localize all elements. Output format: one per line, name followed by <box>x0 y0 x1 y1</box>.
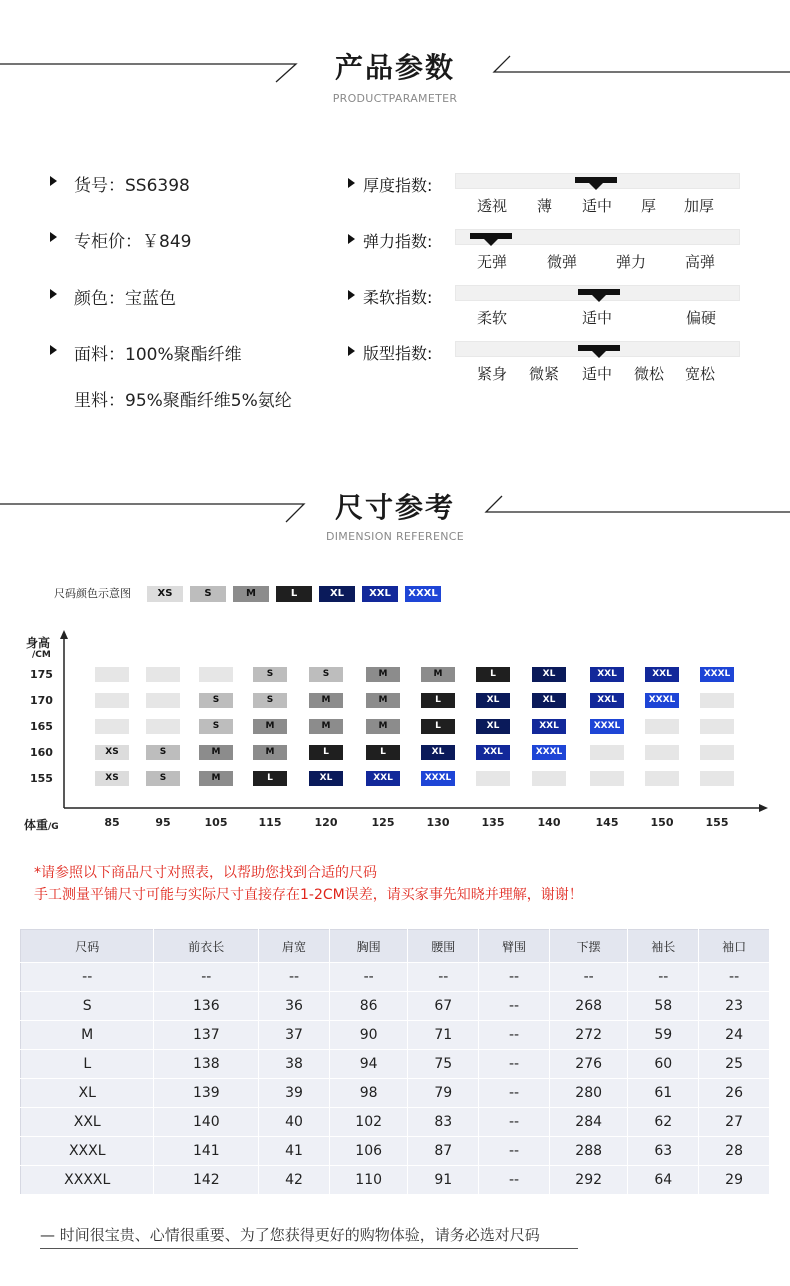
empty-cell <box>146 719 180 734</box>
scale-label: 宽松 <box>685 365 716 383</box>
table-cell: 83 <box>408 1108 479 1137</box>
y-axis-unit: /CM <box>32 650 51 660</box>
table-cell: 63 <box>628 1137 699 1166</box>
empty-cell <box>146 693 180 708</box>
footer-underline <box>40 1248 578 1249</box>
empty-cell <box>700 719 734 734</box>
table-cell: 75 <box>408 1050 479 1079</box>
table-cell: 27 <box>699 1108 770 1137</box>
scale-label: 透视 <box>477 197 508 215</box>
table-cell: 23 <box>699 992 770 1021</box>
size-cell-m: M <box>199 771 233 786</box>
table-header-cell: 腰围 <box>408 930 479 963</box>
legend-swatch-l: L <box>276 586 312 602</box>
table-cell: 39 <box>259 1079 330 1108</box>
x-axis-title-text: 体重 <box>24 818 49 832</box>
x-tick-label: 150 <box>650 816 674 829</box>
bullet-arrow-icon <box>348 346 355 356</box>
empty-cell <box>700 771 734 786</box>
size-cell-l: L <box>309 745 343 760</box>
table-row <box>21 963 770 992</box>
size-cell-xxl: XXL <box>532 719 566 734</box>
size-cell-l: L <box>253 771 287 786</box>
table-cell: 58 <box>628 992 699 1021</box>
table-header-cell: 臂围 <box>479 930 550 963</box>
table-cell: 71 <box>408 1021 479 1050</box>
size-cell-m: M <box>199 745 233 760</box>
size-cell-xl: XL <box>309 771 343 786</box>
size-cell-s: S <box>309 667 343 682</box>
table-cell: 26 <box>699 1079 770 1108</box>
table-cell: 106 <box>329 1137 407 1166</box>
size-cell-m: M <box>366 719 400 734</box>
y-tick-label: 155 <box>30 772 53 785</box>
table-header-cell: 袖口 <box>699 930 770 963</box>
bullet-arrow-icon <box>348 234 355 244</box>
note-line-2: 手工测量平铺尺寸可能与实际尺寸直接存在1-2CM误差，请买家事先知晓并理解，谢谢！ <box>34 887 583 903</box>
table-cell: 29 <box>699 1166 770 1195</box>
table-cell: 136 <box>154 992 259 1021</box>
size-cell-xs: XS <box>95 745 129 760</box>
size-cell-m: M <box>253 745 287 760</box>
table-cell: -- <box>479 1050 550 1079</box>
table-cell: -- <box>154 963 259 992</box>
size-cell-m: M <box>366 693 400 708</box>
legend-swatch-xxl: XXL <box>362 586 398 602</box>
table-cell: 272 <box>549 1021 627 1050</box>
size-cell-s: S <box>253 693 287 708</box>
empty-cell <box>645 771 679 786</box>
table-row <box>21 1108 770 1137</box>
table-cell: 268 <box>549 992 627 1021</box>
legend-label: 尺码颜色示意图 <box>54 587 131 600</box>
x-tick-label: 130 <box>426 816 450 829</box>
bullet-arrow-icon <box>50 289 57 299</box>
table-header-cell: 肩宽 <box>259 930 330 963</box>
bullet-arrow-icon <box>348 290 355 300</box>
scale-label: 微松 <box>634 365 665 383</box>
note-line-1: *请参照以下商品尺寸对照表，以帮助您找到合适的尺码 <box>34 865 377 881</box>
empty-cell <box>476 771 510 786</box>
scale-label: 加厚 <box>684 197 715 215</box>
bullet-arrow-icon <box>50 232 57 242</box>
table-cell: -- <box>479 1166 550 1195</box>
scale-label: 适中 <box>582 309 613 327</box>
table-cell: M <box>21 1021 154 1050</box>
size-table <box>20 929 770 1195</box>
scale-label: 薄 <box>537 197 553 215</box>
size-cell-xl: XL <box>476 693 510 708</box>
legend-swatch-xxxl: XXXL <box>405 586 441 602</box>
x-axis-unit: /G <box>48 822 59 832</box>
size-cell-xl: XL <box>532 667 566 682</box>
table-cell: XL <box>21 1079 154 1108</box>
table-header-cell: 尺码 <box>21 930 154 963</box>
size-cell-l: L <box>476 667 510 682</box>
table-row <box>21 1021 770 1050</box>
table-cell: -- <box>21 963 154 992</box>
table-cell: 90 <box>329 1021 407 1050</box>
scale-label: 微弹 <box>547 253 578 271</box>
size-color-legend <box>147 586 457 604</box>
table-cell: -- <box>329 963 407 992</box>
scale-label: 偏硬 <box>686 309 717 327</box>
empty-cell <box>645 745 679 760</box>
legend-swatch-xs: XS <box>147 586 183 602</box>
index-label-elasticity: 弹力指数: <box>363 232 433 251</box>
table-cell: 64 <box>628 1166 699 1195</box>
empty-cell <box>95 667 129 682</box>
table-cell: XXXL <box>21 1137 154 1166</box>
table-cell: 276 <box>549 1050 627 1079</box>
empty-cell <box>700 693 734 708</box>
size-cell-xxxl: XXXL <box>532 745 566 760</box>
table-cell: 37 <box>259 1021 330 1050</box>
empty-cell <box>700 745 734 760</box>
size-cell-xxxl: XXXL <box>590 719 624 734</box>
table-cell: 42 <box>259 1166 330 1195</box>
size-cell-s: S <box>146 745 180 760</box>
table-cell: 40 <box>259 1108 330 1137</box>
table-cell: -- <box>479 1108 550 1137</box>
section-title-params: 产品参数 <box>334 51 455 84</box>
table-cell: -- <box>479 963 550 992</box>
size-cell-xxl: XXL <box>645 667 679 682</box>
x-tick-label: 115 <box>258 816 282 829</box>
table-cell: 280 <box>549 1079 627 1108</box>
table-cell: 102 <box>329 1108 407 1137</box>
x-tick-label: 105 <box>204 816 228 829</box>
table-cell: -- <box>479 1079 550 1108</box>
table-cell: 24 <box>699 1021 770 1050</box>
empty-cell <box>590 745 624 760</box>
param-price: 专柜价：￥849 <box>74 232 192 252</box>
table-row <box>21 1079 770 1108</box>
size-cell-xxl: XXL <box>476 745 510 760</box>
empty-cell <box>645 719 679 734</box>
legend-swatch-m: M <box>233 586 269 602</box>
index-label-thickness: 厚度指数: <box>363 176 433 195</box>
size-cell-xl: XL <box>476 719 510 734</box>
legend-swatch-xl: XL <box>319 586 355 602</box>
section-subtitle-params: PRODUCTPARAMETER <box>332 92 458 105</box>
table-cell: XXL <box>21 1108 154 1137</box>
scale-label: 紧身 <box>477 365 508 383</box>
table-header-cell: 前衣长 <box>154 930 259 963</box>
index-label-fit: 版型指数: <box>363 344 433 363</box>
x-tick-label: 140 <box>537 816 561 829</box>
size-cell-xxl: XXL <box>590 693 624 708</box>
table-cell: -- <box>699 963 770 992</box>
bullet-arrow-icon <box>348 178 355 188</box>
size-cell-xxxl: XXXL <box>645 693 679 708</box>
table-cell: 288 <box>549 1137 627 1166</box>
scale-label: 厚 <box>641 197 657 215</box>
table-cell: 61 <box>628 1079 699 1108</box>
size-cell-l: L <box>366 745 400 760</box>
y-tick-label: 175 <box>30 668 53 681</box>
table-header-row <box>21 930 770 963</box>
table-cell: 98 <box>329 1079 407 1108</box>
scale-label: 柔软 <box>477 309 508 327</box>
pointer-down-icon <box>592 295 606 302</box>
size-cell-m: M <box>366 667 400 682</box>
table-cell: L <box>21 1050 154 1079</box>
empty-cell <box>199 667 233 682</box>
table-cell: 292 <box>549 1166 627 1195</box>
legend-swatch-s: S <box>190 586 226 602</box>
table-cell: -- <box>259 963 330 992</box>
pointer-down-icon <box>589 183 603 190</box>
table-cell: -- <box>479 992 550 1021</box>
footer-message: — 时间很宝贵、心情很重要、为了您获得更好的购物体验，请务必选对尺码 <box>40 1226 540 1244</box>
scale-label: 高弹 <box>685 253 716 271</box>
x-axis-title <box>24 816 59 833</box>
size-cell-xl: XL <box>421 745 455 760</box>
section-title-dimension: 尺寸参考 <box>334 491 455 524</box>
table-cell: 59 <box>628 1021 699 1050</box>
pointer-down-icon <box>484 239 498 246</box>
size-cell-xxl: XXL <box>590 667 624 682</box>
size-cell-s: S <box>199 719 233 734</box>
size-cell-xl: XL <box>532 693 566 708</box>
x-tick-label: 125 <box>371 816 395 829</box>
table-cell: -- <box>549 963 627 992</box>
size-cell-xxxl: XXXL <box>421 771 455 786</box>
table-cell: -- <box>628 963 699 992</box>
bullet-arrow-icon <box>50 176 57 186</box>
table-cell: -- <box>479 1021 550 1050</box>
scale-label: 微紧 <box>529 365 560 383</box>
size-cell-xxxl: XXXL <box>700 667 734 682</box>
x-tick-label: 155 <box>705 816 729 829</box>
scale-label: 无弹 <box>477 253 508 271</box>
size-cell-m: M <box>421 667 455 682</box>
empty-cell <box>532 771 566 786</box>
table-row <box>21 1050 770 1079</box>
x-tick-label: 145 <box>595 816 619 829</box>
y-tick-label: 160 <box>30 746 53 759</box>
pointer-down-icon <box>592 351 606 358</box>
size-cell-l: L <box>421 719 455 734</box>
y-axis-title: 身高 <box>26 636 51 650</box>
table-cell: 140 <box>154 1108 259 1137</box>
table-cell: 67 <box>408 992 479 1021</box>
size-cell-s: S <box>199 693 233 708</box>
table-cell: 91 <box>408 1166 479 1195</box>
x-tick-label: 135 <box>481 816 505 829</box>
section-subtitle-dimension: DIMENSION REFERENCE <box>325 530 465 543</box>
table-cell: 86 <box>329 992 407 1021</box>
y-tick-label: 165 <box>30 720 53 733</box>
x-tick-label: 85 <box>104 816 120 829</box>
size-cell-xxl: XXL <box>366 771 400 786</box>
table-cell: 110 <box>329 1166 407 1195</box>
table-header-cell: 下摆 <box>549 930 627 963</box>
table-cell: 62 <box>628 1108 699 1137</box>
empty-cell <box>95 693 129 708</box>
y-tick-label: 170 <box>30 694 53 707</box>
scale-label: 适中 <box>582 197 613 215</box>
table-cell: 138 <box>154 1050 259 1079</box>
param-lining: 里料：95%聚酯纤维5%氨纶 <box>74 391 292 411</box>
size-cell-xs: XS <box>95 771 129 786</box>
table-cell: -- <box>479 1137 550 1166</box>
table-cell: 60 <box>628 1050 699 1079</box>
table-row <box>21 992 770 1021</box>
table-cell: 36 <box>259 992 330 1021</box>
table-cell: 79 <box>408 1079 479 1108</box>
table-cell: 41 <box>259 1137 330 1166</box>
table-cell: XXXXL <box>21 1166 154 1195</box>
empty-cell <box>95 719 129 734</box>
table-cell: -- <box>408 963 479 992</box>
table-cell: 141 <box>154 1137 259 1166</box>
table-cell: 137 <box>154 1021 259 1050</box>
size-cell-m: M <box>309 693 343 708</box>
param-fabric: 面料：100%聚酯纤维 <box>74 345 242 365</box>
param-color: 颜色：宝蓝色 <box>74 289 176 309</box>
table-row <box>21 1166 770 1195</box>
size-cell-m: M <box>309 719 343 734</box>
param-item-number: 货号：SS6398 <box>74 176 190 196</box>
table-cell: 25 <box>699 1050 770 1079</box>
table-header-cell: 袖长 <box>628 930 699 963</box>
scale-label: 适中 <box>582 365 613 383</box>
x-tick-label: 120 <box>314 816 338 829</box>
bullet-arrow-icon <box>50 345 57 355</box>
size-cell-s: S <box>146 771 180 786</box>
table-cell: 284 <box>549 1108 627 1137</box>
size-cell-l: L <box>421 693 455 708</box>
table-cell: 139 <box>154 1079 259 1108</box>
table-header-cell: 胸围 <box>329 930 407 963</box>
table-cell: 142 <box>154 1166 259 1195</box>
table-cell: 38 <box>259 1050 330 1079</box>
index-label-softness: 柔软指数: <box>363 288 433 307</box>
table-cell: S <box>21 992 154 1021</box>
x-tick-label: 95 <box>155 816 171 829</box>
size-cell-s: S <box>253 667 287 682</box>
empty-cell <box>146 667 180 682</box>
table-cell: 94 <box>329 1050 407 1079</box>
table-cell: 87 <box>408 1137 479 1166</box>
table-row <box>21 1137 770 1166</box>
scale-label: 弹力 <box>616 253 647 271</box>
empty-cell <box>590 771 624 786</box>
size-cell-m: M <box>253 719 287 734</box>
table-cell: 28 <box>699 1137 770 1166</box>
